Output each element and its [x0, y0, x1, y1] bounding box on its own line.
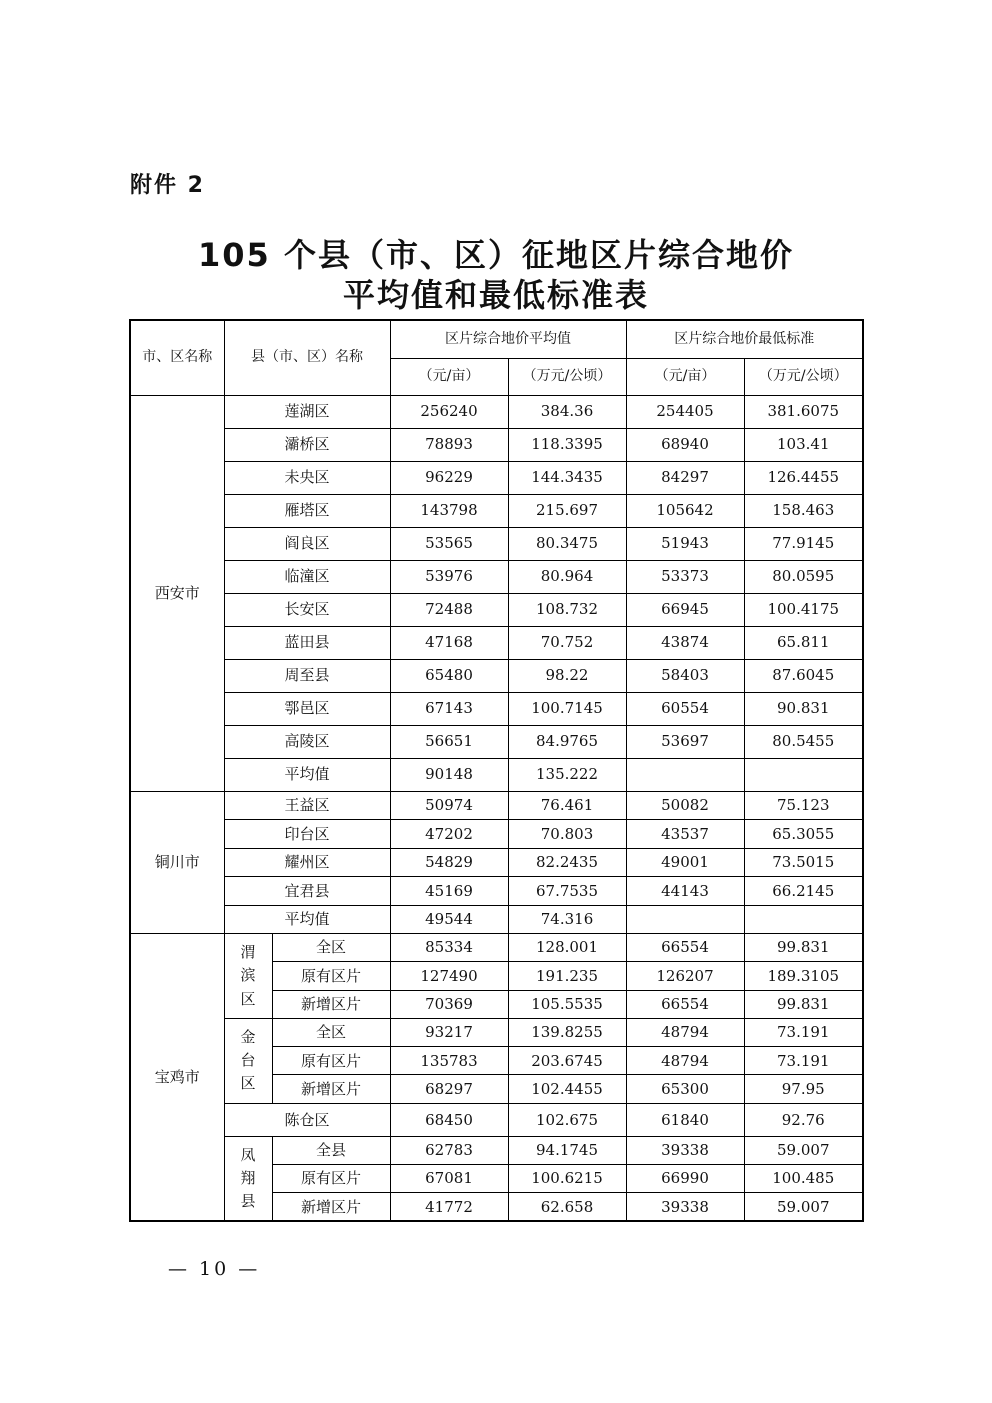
min-yuan-per-mu-cell: 66945: [626, 593, 744, 626]
table-row: [130, 725, 863, 758]
county-name-cell: 长安区: [224, 593, 390, 626]
min-wan-per-hectare-cell: 97.95: [744, 1075, 863, 1103]
avg-wan-per-hectare-cell: 100.7145: [508, 692, 626, 725]
subarea-name-cell: 全县: [272, 1136, 390, 1164]
city-name-cell: 铜川市: [130, 791, 224, 934]
avg-yuan-per-mu-cell: 135783: [390, 1047, 508, 1075]
min-yuan-per-mu-cell: 65300: [626, 1075, 744, 1103]
avg-yuan-per-mu-cell: 49544: [390, 905, 508, 934]
avg-yuan-per-mu-cell: 143798: [390, 494, 508, 527]
avg-wan-per-hectare-cell: 135.222: [508, 758, 626, 791]
county-name-cell: 高陵区: [224, 725, 390, 758]
county-name-cell: 宜君县: [224, 877, 390, 906]
county-name-cell: 耀州区: [224, 848, 390, 877]
min-wan-per-hectare-cell: 77.9145: [744, 527, 863, 560]
header-county-name: 县（市、区）名称: [224, 320, 390, 395]
avg-wan-per-hectare-cell: 80.964: [508, 560, 626, 593]
table-row: [130, 593, 863, 626]
min-wan-per-hectare-cell: 100.4175: [744, 593, 863, 626]
min-wan-per-hectare-cell: 126.4455: [744, 461, 863, 494]
min-yuan-per-mu-cell: 44143: [626, 877, 744, 906]
header-city-name: 市、区名称: [130, 320, 224, 395]
header-unit-wan-per-hectare: （万元/公顷）: [744, 358, 863, 395]
min-wan-per-hectare-cell: 87.6045: [744, 659, 863, 692]
county-name-cell: 印台区: [224, 820, 390, 849]
avg-yuan-per-mu-cell: 62783: [390, 1136, 508, 1164]
min-yuan-per-mu-cell: 51943: [626, 527, 744, 560]
min-yuan-per-mu-cell: 48794: [626, 1018, 744, 1046]
county-name-cell: 王益区: [224, 791, 390, 820]
subarea-name-cell: 新增区片: [272, 990, 390, 1018]
min-yuan-per-mu-cell: [626, 758, 744, 791]
avg-yuan-per-mu-cell: 41772: [390, 1193, 508, 1221]
district-name-vertical-cell: 凤 翔 县: [224, 1136, 272, 1221]
avg-yuan-per-mu-cell: 70369: [390, 990, 508, 1018]
avg-wan-per-hectare-cell: 128.001: [508, 934, 626, 962]
min-yuan-per-mu-cell: 39338: [626, 1136, 744, 1164]
avg-wan-per-hectare-cell: 139.8255: [508, 1018, 626, 1046]
avg-yuan-per-mu-cell: 72488: [390, 593, 508, 626]
subarea-name-cell: 新增区片: [272, 1075, 390, 1103]
county-name-cell: 雁塔区: [224, 494, 390, 527]
avg-wan-per-hectare-cell: 98.22: [508, 659, 626, 692]
table-row: [130, 527, 863, 560]
min-wan-per-hectare-cell: 73.191: [744, 1018, 863, 1046]
table-row: [130, 1136, 863, 1164]
min-yuan-per-mu-cell: 60554: [626, 692, 744, 725]
county-name-cell: 陈仓区: [224, 1103, 390, 1136]
district-name-vertical-cell: 渭 滨 区: [224, 934, 272, 1019]
avg-yuan-per-mu-cell: 68297: [390, 1075, 508, 1103]
min-yuan-per-mu-cell: 53373: [626, 560, 744, 593]
min-wan-per-hectare-cell: [744, 758, 863, 791]
avg-yuan-per-mu-cell: 78893: [390, 428, 508, 461]
avg-wan-per-hectare-cell: 108.732: [508, 593, 626, 626]
avg-wan-per-hectare-cell: 100.6215: [508, 1165, 626, 1193]
min-yuan-per-mu-cell: 66990: [626, 1165, 744, 1193]
document-title-line-2: 平均值和最低标准表: [342, 276, 649, 314]
county-name-cell: 蓝田县: [224, 626, 390, 659]
min-wan-per-hectare-cell: 99.831: [744, 934, 863, 962]
avg-yuan-per-mu-cell: 50974: [390, 791, 508, 820]
avg-wan-per-hectare-cell: 74.316: [508, 905, 626, 934]
subarea-name-cell: 全区: [272, 1018, 390, 1046]
min-yuan-per-mu-cell: 105642: [626, 494, 744, 527]
subarea-name-cell: 原有区片: [272, 1165, 390, 1193]
table-body: [130, 395, 863, 1221]
county-name-cell: 平均值: [224, 905, 390, 934]
min-yuan-per-mu-cell: 53697: [626, 725, 744, 758]
avg-yuan-per-mu-cell: 65480: [390, 659, 508, 692]
avg-yuan-per-mu-cell: 256240: [390, 395, 508, 428]
avg-wan-per-hectare-cell: 384.36: [508, 395, 626, 428]
table-row: [130, 692, 863, 725]
min-yuan-per-mu-cell: 61840: [626, 1103, 744, 1136]
min-wan-per-hectare-cell: 381.6075: [744, 395, 863, 428]
avg-wan-per-hectare-cell: 80.3475: [508, 527, 626, 560]
min-yuan-per-mu-cell: 43874: [626, 626, 744, 659]
header-unit-wan-per-hectare: （万元/公顷）: [508, 358, 626, 395]
min-wan-per-hectare-cell: 65.3055: [744, 820, 863, 849]
min-yuan-per-mu-cell: 43537: [626, 820, 744, 849]
min-wan-per-hectare-cell: 66.2145: [744, 877, 863, 906]
avg-wan-per-hectare-cell: 70.752: [508, 626, 626, 659]
page-number: — 10 —: [168, 1258, 261, 1280]
table-row: [130, 461, 863, 494]
avg-yuan-per-mu-cell: 67143: [390, 692, 508, 725]
table-row: [130, 848, 863, 877]
land-price-table: [129, 319, 864, 1222]
min-yuan-per-mu-cell: 126207: [626, 962, 744, 990]
min-wan-per-hectare-cell: [744, 905, 863, 934]
avg-yuan-per-mu-cell: 53565: [390, 527, 508, 560]
county-name-cell: 未央区: [224, 461, 390, 494]
table-row: [130, 428, 863, 461]
avg-wan-per-hectare-cell: 102.675: [508, 1103, 626, 1136]
table-row: [130, 1103, 863, 1136]
min-wan-per-hectare-cell: 90.831: [744, 692, 863, 725]
table-row: [130, 560, 863, 593]
avg-yuan-per-mu-cell: 90148: [390, 758, 508, 791]
county-name-cell: 阎良区: [224, 527, 390, 560]
min-yuan-per-mu-cell: 48794: [626, 1047, 744, 1075]
table-row: [130, 494, 863, 527]
subarea-name-cell: 新增区片: [272, 1193, 390, 1221]
min-yuan-per-mu-cell: 49001: [626, 848, 744, 877]
min-yuan-per-mu-cell: 66554: [626, 990, 744, 1018]
avg-yuan-per-mu-cell: 54829: [390, 848, 508, 877]
min-wan-per-hectare-cell: 59.007: [744, 1136, 863, 1164]
district-name-vertical-cell: 金 台 区: [224, 1018, 272, 1103]
avg-wan-per-hectare-cell: 70.803: [508, 820, 626, 849]
table-row: [130, 758, 863, 791]
avg-yuan-per-mu-cell: 47168: [390, 626, 508, 659]
header-unit-yuan-per-mu: （元/亩）: [390, 358, 508, 395]
avg-wan-per-hectare-cell: 203.6745: [508, 1047, 626, 1075]
avg-wan-per-hectare-cell: 82.2435: [508, 848, 626, 877]
avg-wan-per-hectare-cell: 67.7535: [508, 877, 626, 906]
avg-wan-per-hectare-cell: 76.461: [508, 791, 626, 820]
avg-wan-per-hectare-cell: 84.9765: [508, 725, 626, 758]
avg-yuan-per-mu-cell: 56651: [390, 725, 508, 758]
min-yuan-per-mu-cell: [626, 905, 744, 934]
min-yuan-per-mu-cell: 66554: [626, 934, 744, 962]
avg-wan-per-hectare-cell: 94.1745: [508, 1136, 626, 1164]
table-row: [130, 395, 863, 428]
min-wan-per-hectare-cell: 158.463: [744, 494, 863, 527]
min-wan-per-hectare-cell: 92.76: [744, 1103, 863, 1136]
min-wan-per-hectare-cell: 73.191: [744, 1047, 863, 1075]
min-wan-per-hectare-cell: 100.485: [744, 1165, 863, 1193]
avg-yuan-per-mu-cell: 53976: [390, 560, 508, 593]
avg-yuan-per-mu-cell: 67081: [390, 1165, 508, 1193]
table-row: [130, 626, 863, 659]
avg-yuan-per-mu-cell: 127490: [390, 962, 508, 990]
table-row: [130, 1018, 863, 1046]
county-name-cell: 平均值: [224, 758, 390, 791]
avg-yuan-per-mu-cell: 47202: [390, 820, 508, 849]
subarea-name-cell: 原有区片: [272, 962, 390, 990]
min-wan-per-hectare-cell: 189.3105: [744, 962, 863, 990]
avg-yuan-per-mu-cell: 85334: [390, 934, 508, 962]
county-name-cell: 临潼区: [224, 560, 390, 593]
city-name-cell: 西安市: [130, 395, 224, 791]
avg-wan-per-hectare-cell: 102.4455: [508, 1075, 626, 1103]
avg-wan-per-hectare-cell: 62.658: [508, 1193, 626, 1221]
table-row: [130, 659, 863, 692]
county-name-cell: 周至县: [224, 659, 390, 692]
table-row: [130, 934, 863, 962]
min-wan-per-hectare-cell: 65.811: [744, 626, 863, 659]
table-row: [130, 905, 863, 934]
min-wan-per-hectare-cell: 103.41: [744, 428, 863, 461]
min-yuan-per-mu-cell: 68940: [626, 428, 744, 461]
min-wan-per-hectare-cell: 99.831: [744, 990, 863, 1018]
city-name-cell: 宝鸡市: [130, 934, 224, 1222]
min-yuan-per-mu-cell: 84297: [626, 461, 744, 494]
table-row: [130, 791, 863, 820]
min-wan-per-hectare-cell: 75.123: [744, 791, 863, 820]
table-row: [130, 877, 863, 906]
document-title-line-1: 105 个县（市、区）征地区片综合地价: [198, 236, 794, 274]
avg-yuan-per-mu-cell: 68450: [390, 1103, 508, 1136]
attachment-label: 附件 2: [130, 173, 205, 198]
header-minimum-group: 区片综合地价最低标准: [626, 320, 863, 358]
min-yuan-per-mu-cell: 58403: [626, 659, 744, 692]
avg-yuan-per-mu-cell: 96229: [390, 461, 508, 494]
county-name-cell: 鄠邑区: [224, 692, 390, 725]
avg-yuan-per-mu-cell: 45169: [390, 877, 508, 906]
min-wan-per-hectare-cell: 80.5455: [744, 725, 863, 758]
county-name-cell: 莲湖区: [224, 395, 390, 428]
min-wan-per-hectare-cell: 59.007: [744, 1193, 863, 1221]
min-yuan-per-mu-cell: 50082: [626, 791, 744, 820]
header-unit-yuan-per-mu: （元/亩）: [626, 358, 744, 395]
min-wan-per-hectare-cell: 80.0595: [744, 560, 863, 593]
header-average-group: 区片综合地价平均值: [390, 320, 626, 358]
avg-wan-per-hectare-cell: 215.697: [508, 494, 626, 527]
county-name-cell: 灞桥区: [224, 428, 390, 461]
avg-wan-per-hectare-cell: 144.3435: [508, 461, 626, 494]
subarea-name-cell: 原有区片: [272, 1047, 390, 1075]
avg-wan-per-hectare-cell: 191.235: [508, 962, 626, 990]
avg-wan-per-hectare-cell: 118.3395: [508, 428, 626, 461]
avg-wan-per-hectare-cell: 105.5535: [508, 990, 626, 1018]
avg-yuan-per-mu-cell: 93217: [390, 1018, 508, 1046]
table-row: [130, 820, 863, 849]
min-yuan-per-mu-cell: 254405: [626, 395, 744, 428]
min-wan-per-hectare-cell: 73.5015: [744, 848, 863, 877]
min-yuan-per-mu-cell: 39338: [626, 1193, 744, 1221]
subarea-name-cell: 全区: [272, 934, 390, 962]
